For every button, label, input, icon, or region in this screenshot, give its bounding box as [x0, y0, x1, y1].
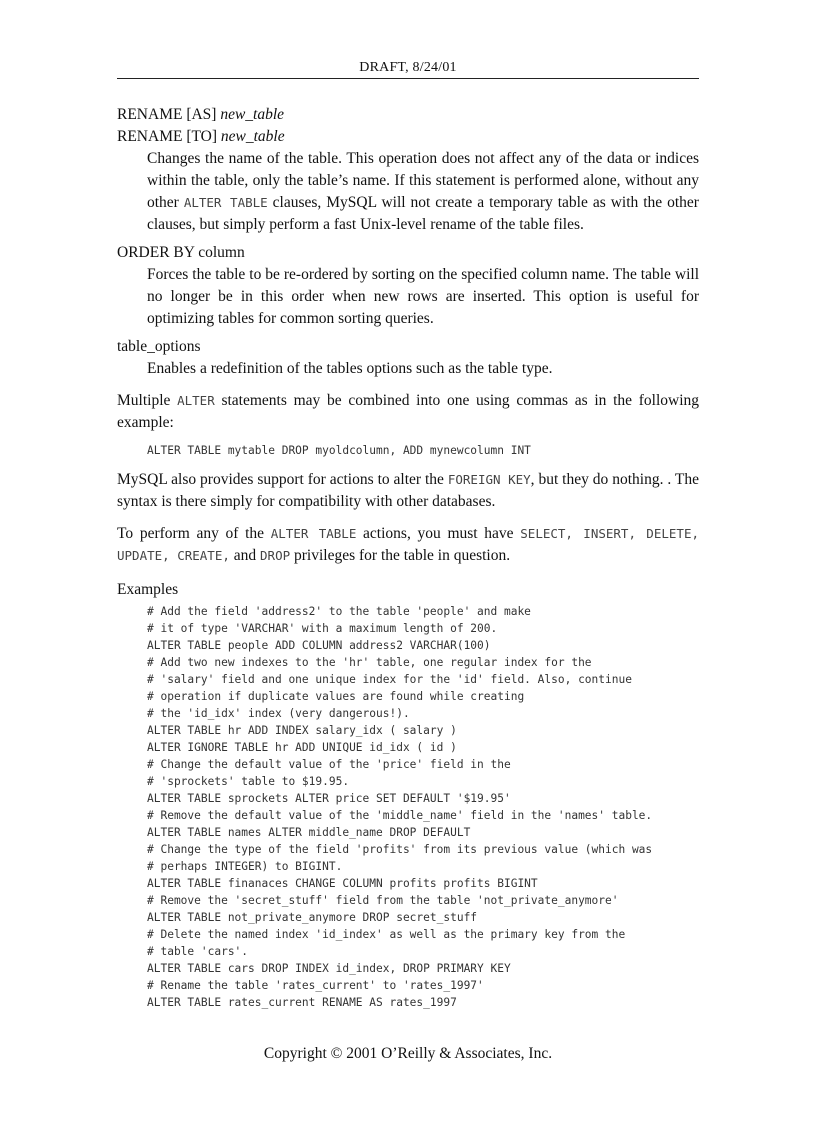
term-rename-as-arg: new_table [220, 106, 285, 123]
term-table-options: table_options [117, 338, 201, 355]
code-line: # table 'cars'. [147, 945, 249, 958]
code-line: ALTER TABLE people ADD COLUMN address2 VARCHAR(100) [147, 639, 491, 652]
perm-post: privileges for the table in question. [290, 547, 511, 564]
code-line: # Rename the table 'rates_current' to 'rates_1997' [147, 979, 484, 992]
running-header: DRAFT, 8/24/01 [359, 60, 457, 75]
multiple-code: ALTER [177, 393, 215, 408]
table-options-definition: Enables a redefinition of the tables options such as the table type. [147, 360, 553, 377]
perm-and: and [229, 547, 261, 564]
code-line: # 'salary' field and one unique index for the 'id' field. Also, continue [147, 673, 632, 686]
spacer [117, 434, 699, 442]
fk-post: , but they do nothing. . The syntax is there simply for compatibility with other databases. [117, 471, 699, 510]
code-line: # operation if duplicate values are found while creating [147, 690, 525, 703]
spacer [117, 567, 699, 579]
multiple-post: statements may be combined into one using commas as in the following example: [117, 392, 700, 431]
code-line: # it of type 'VARCHAR' with a maximum length of 200. [147, 622, 498, 635]
perm-mid: actions, you must have [356, 525, 521, 542]
code-line: # 'sprockets' table to $19.95. [147, 775, 350, 788]
page-body [117, 104, 699, 1011]
code-line: ALTER TABLE sprockets ALTER price SET DEFAULT '$19.95' [147, 792, 511, 805]
code-line: # Add two new indexes to the 'hr' table, one regular index for the [147, 656, 592, 669]
fk-pre: MySQL also provides support for actions to alter the [117, 471, 448, 488]
term-rename-as [117, 104, 699, 126]
code-line: ALTER TABLE names ALTER middle_name DROP DEFAULT [147, 826, 471, 839]
code-line: ALTER TABLE rates_current RENAME AS rates_1997 [147, 996, 457, 1009]
spacer [117, 513, 699, 523]
code-line: # Change the type of the field 'profits' from its previous value (which was [147, 843, 653, 856]
code-line: # Delete the named index 'id_index' as well as the primary key from the [147, 928, 626, 941]
code-line: # Remove the default value of the 'middle_name' field in the 'names' table. [147, 809, 653, 822]
header-rule [117, 78, 699, 79]
perm-code-drop: DROP [260, 548, 291, 563]
code-line: # perhaps INTEGER) to BIGINT. [147, 860, 343, 873]
foreign-key-paragraph [117, 469, 699, 513]
code-line: # Change the default value of the 'price' field in the [147, 758, 511, 771]
multiple-pre: Multiple [117, 392, 178, 409]
rename-definition [147, 148, 699, 236]
term-order-by: ORDER BY column [117, 244, 245, 261]
copyright-footer: Copyright © 2001 O’Reilly & Associates, Inc. [263, 1045, 553, 1062]
permissions-paragraph [117, 523, 699, 567]
rename-def-text-2: clauses, MySQL will not create a temporary table as with the other clauses, but simply perform a fast Unix-level rename of the table files. [147, 194, 699, 233]
examples-code-block [117, 603, 699, 1011]
fk-code: FOREIGN KEY [447, 472, 531, 487]
code-line: ALTER TABLE cars DROP INDEX id_index, DROP PRIMARY KEY [147, 962, 511, 975]
term-rename-as-keyword: RENAME [AS] [117, 106, 221, 123]
perm-code-privileges: SELECT, INSERT, DELETE, UPDATE, CREATE, [117, 526, 699, 563]
term-rename-to-keyword: RENAME [TO] [117, 128, 221, 145]
code-line: ALTER TABLE not_private_anymore DROP secret_stuff [147, 911, 478, 924]
perm-pre: To perform any of the [117, 525, 271, 542]
spacer [117, 380, 699, 390]
code-line: ALTER TABLE hr ADD INDEX salary_idx ( salary ) [147, 724, 457, 737]
rename-def-text-1: Changes the name of the table. This operation does not affect any of the data or indices within the table, only the table’s name. If this statement is performed alone, without any other [147, 150, 699, 211]
code-line: # the 'id_idx' index (very dangerous!). [147, 707, 410, 720]
spacer [117, 459, 699, 469]
term-rename-to-arg: new_table [220, 128, 285, 145]
code-line: # Remove the 'secret_stuff' field from the table 'not_private_anymore' [147, 894, 619, 907]
multiple-alter-paragraph [117, 390, 699, 434]
code-line: ALTER TABLE finanaces CHANGE COLUMN profits profits BIGINT [147, 877, 538, 890]
multiple-alter-example: ALTER TABLE mytable DROP myoldcolumn, ADD mynewcolumn INT [147, 444, 531, 457]
code-line: # Add the field 'address2' to the table 'people' and make [147, 605, 531, 618]
perm-code-alter: ALTER TABLE [270, 526, 357, 541]
examples-heading: Examples [117, 581, 179, 598]
rename-def-code: ALTER TABLE [183, 195, 268, 210]
order-by-definition: Forces the table to be re-ordered by sorting on the specified column name. The table will no longer be in this order when new rows are inserted. This option is useful for optimizing tables for common sorting queries. [147, 266, 699, 327]
code-line: ALTER IGNORE TABLE hr ADD UNIQUE id_idx ( id ) [147, 741, 457, 754]
term-rename-to [117, 126, 699, 148]
